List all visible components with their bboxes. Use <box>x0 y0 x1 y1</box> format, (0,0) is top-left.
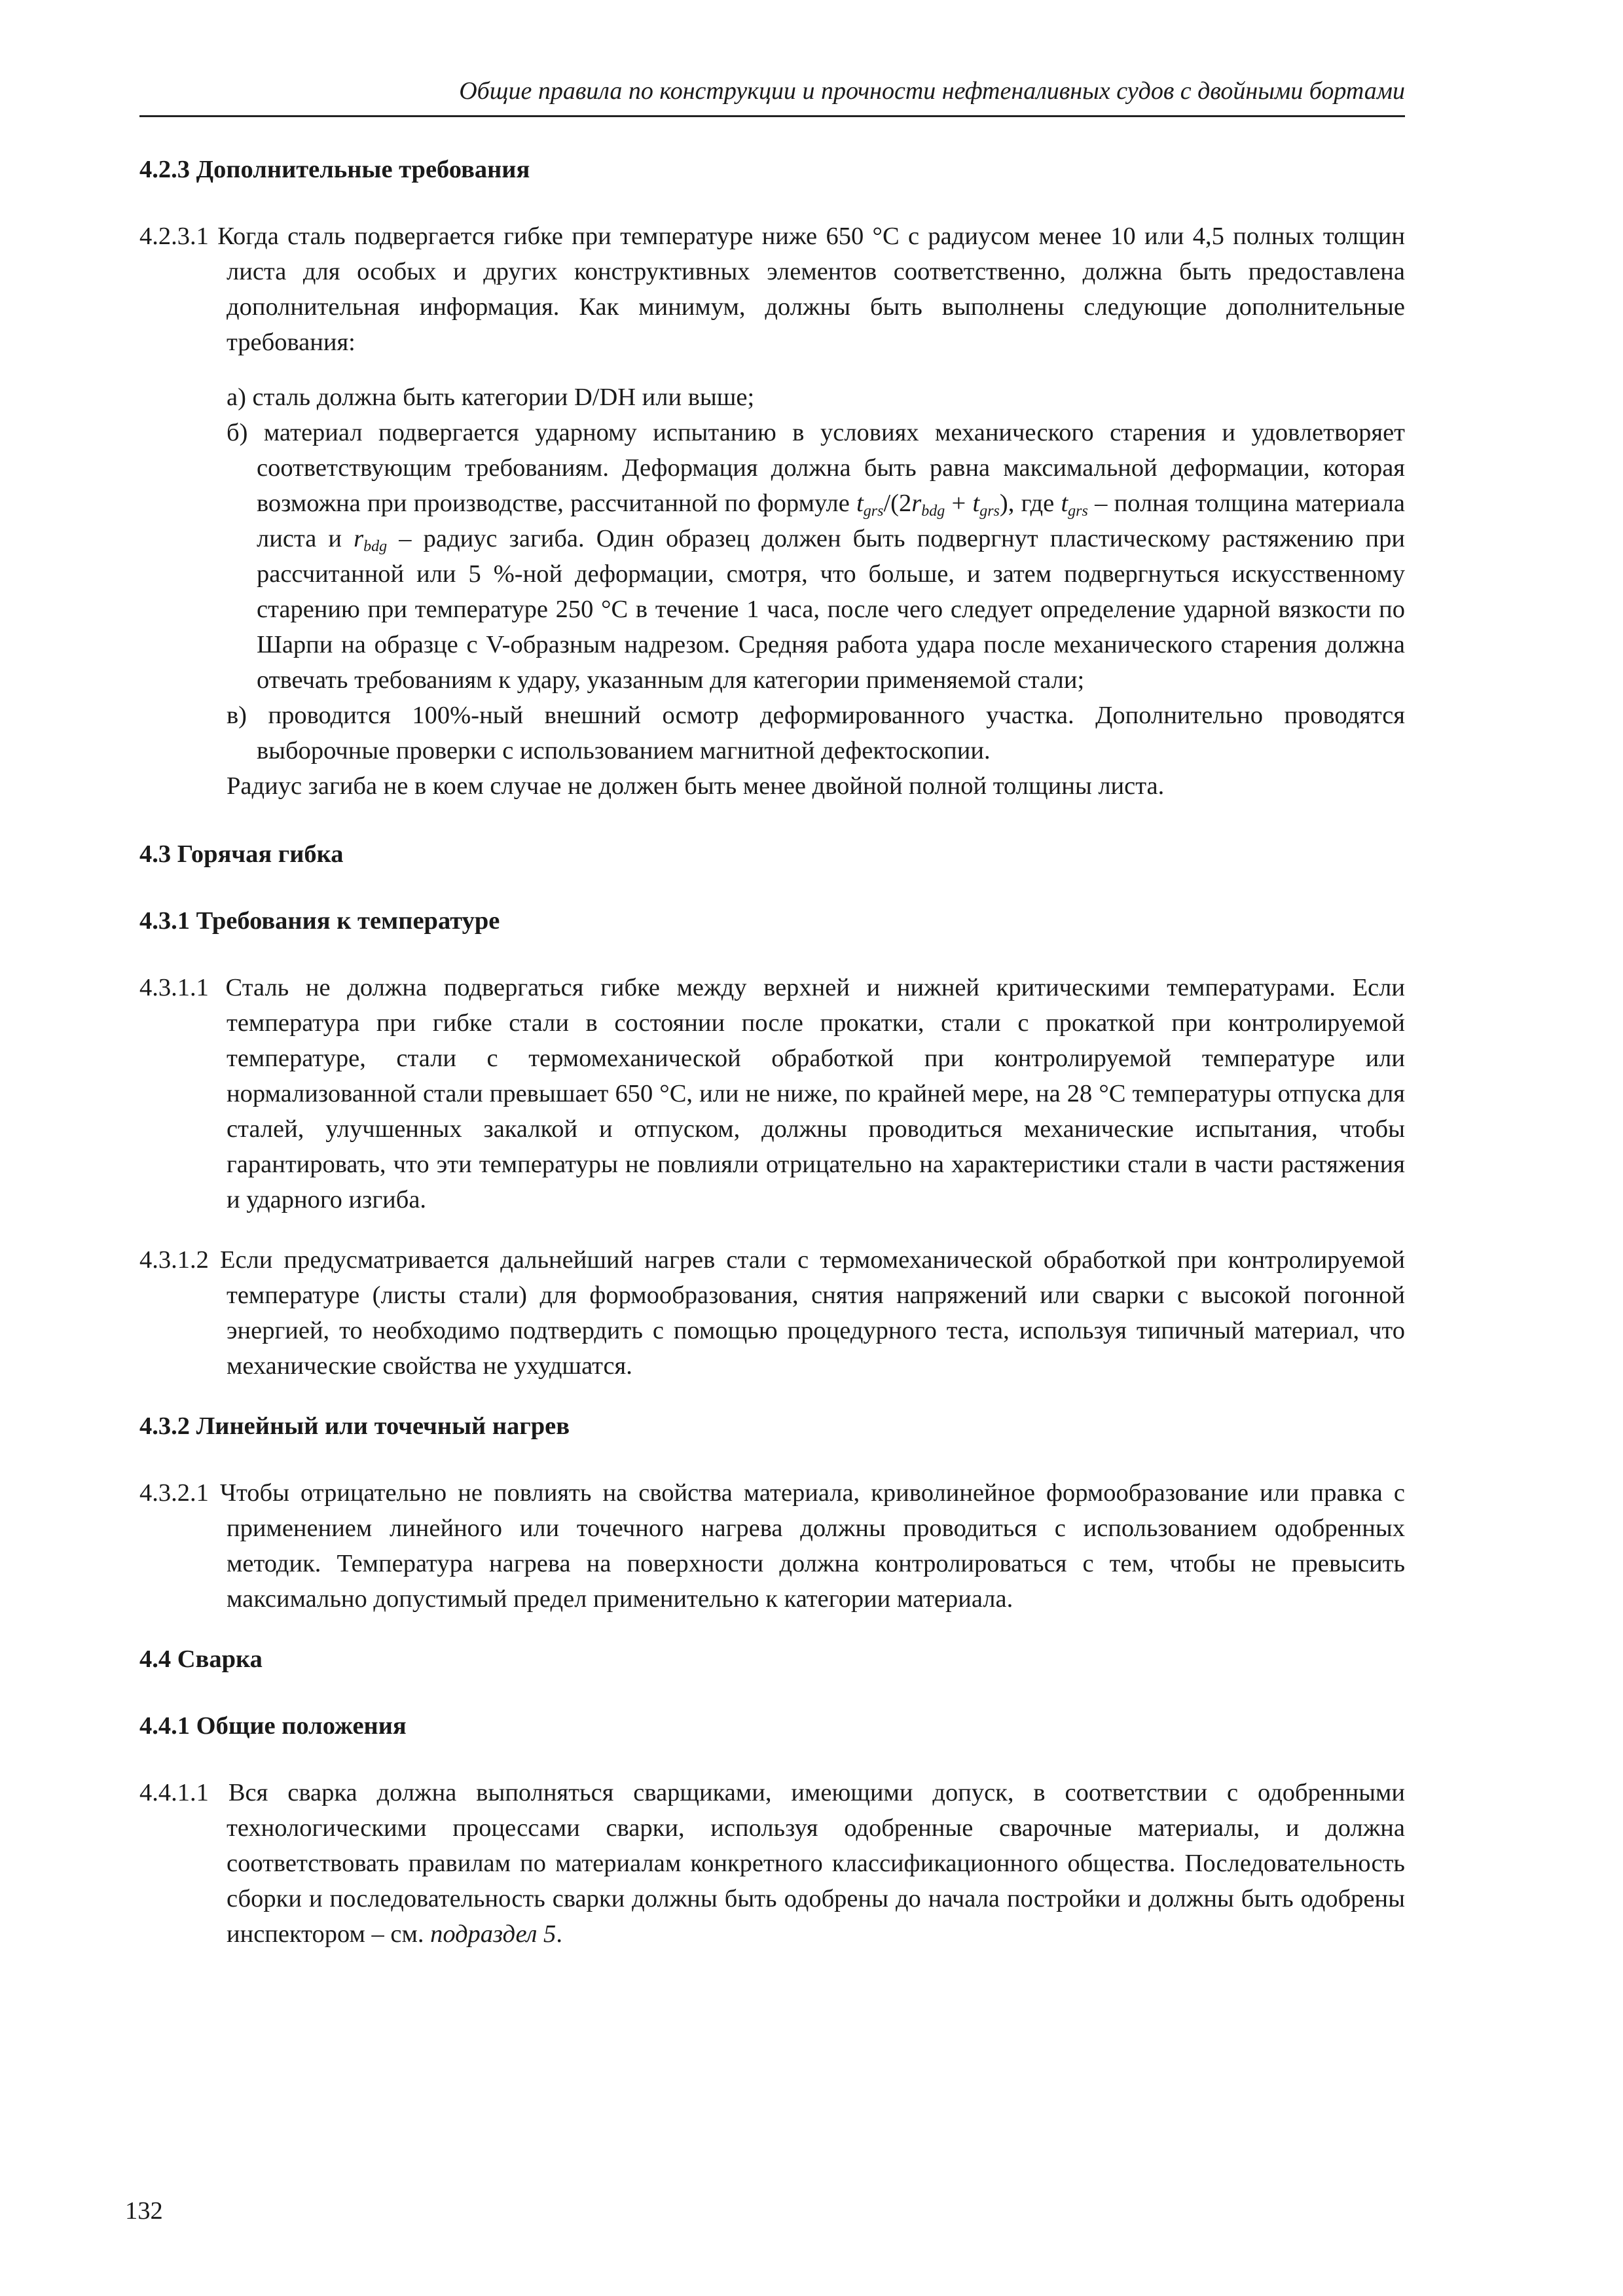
section-heading-4-2-3: 4.2.3 Дополнительные требования <box>139 156 530 183</box>
formula-open: /(2 <box>883 490 912 517</box>
list-item-b-text-2: Один образец должен быть подвергнут пластическому растяжению при рассчитанной или 5 %-ной деформации, смотря, что больше, и затем подвергнуться искусственному старению при температуре 250 °С в течение 1 часа, после чего следует определение ударной вязкости по Шарпи на образце с V-образным надрезом. Средняя работа удара после механического старения должна отвечать требованиям к удару, указанным для категории применяемой стали; <box>257 525 1405 694</box>
list-item-a: а) сталь должна быть категории D/DH или выше; <box>227 384 755 411</box>
page-body <box>139 152 1405 1977</box>
page-number: 132 <box>125 2197 163 2225</box>
subscript-grs: grs <box>979 503 1000 520</box>
symbol-t: t <box>1061 490 1068 517</box>
definition-full-thickness: – полная толщина материала листа и <box>257 490 1406 552</box>
list-item-b <box>227 415 1405 698</box>
paragraph-text: Когда сталь подвергается гибке при температуре ниже 650 °С с радиусом менее 10 или 4,5 полных толщин листа для особых и других конструктивных элементов соответственно, должна быть предоставлена дополнительная информация. Как минимум, должны быть выполнены следующие дополнительные требования: <box>217 223 1405 356</box>
subscript-grs: grs <box>863 503 884 520</box>
section-heading-4-3: 4.3 Горячая гибка <box>139 840 344 868</box>
paragraph-number: 4.2.3.1 <box>139 223 209 250</box>
list-item-b-text-1: б) материал подвергается ударному испытанию в условиях механического старения и удовлетворяет соответствующим требованиям. Деформация должна быть равна максимальной деформации, которая возможна при производстве, рассчитанной по формуле <box>227 419 1405 517</box>
paragraph-4-3-1-2 <box>139 1242 1405 1384</box>
subscript-bdg: bdg <box>363 538 388 555</box>
paragraph-number: 4.3.2.1 <box>139 1479 209 1507</box>
section-heading-4-4-1: 4.4.1 Общие положения <box>139 1712 407 1740</box>
paragraph-text: Вся сварка должна выполняться сварщиками, имеющими допуск, в соответствии с одобренными технологическими процессами сварки, используя одобренные сварочные материалы, и должна соответствовать правилам по материалам конкретного классификационного общества. Последовательность сборки и последовательность сварки должны быть одобрены до начала постройки и должны быть одобрены инспектором – см. <box>227 1779 1406 1948</box>
symbol-r: r <box>354 525 364 552</box>
formula-plus: + <box>945 490 973 517</box>
formula-close: ), где <box>999 490 1061 517</box>
symbol-t: t <box>856 490 864 517</box>
section-heading-4-4: 4.4 Сварка <box>139 1645 263 1673</box>
paragraph-text: Если предусматривается дальнейший нагрев стали с термомеханической обработкой при контролируемой температуре (листы стали) для формообразования, снятия напряжений или сварки с высокой погонной энергией, то необходимо подтвердить с помощью процедурного теста, используя типичный материал, что механические свойства не ухудшатся. <box>219 1246 1406 1380</box>
requirements-list <box>227 380 1405 768</box>
paragraph-number: 4.3.1.2 <box>139 1246 209 1274</box>
paragraph-4-4-1-1 <box>139 1775 1405 1952</box>
paragraph-4-3-1-1 <box>139 970 1405 1217</box>
subscript-bdg: bdg <box>921 503 945 520</box>
symbol-r: r <box>911 490 922 517</box>
paragraph-4-3-2-1 <box>139 1475 1405 1617</box>
paragraph-end: . <box>556 1920 562 1948</box>
section-heading-4-3-2: 4.3.2 Линейный или точечный нагрев <box>139 1412 570 1440</box>
symbol-t: t <box>972 490 980 517</box>
definition-radius: – радиус загиба. <box>387 525 585 552</box>
paragraph-text: Сталь не должна подвергаться гибке между верхней и нижней критическими температурами. Если температура при гибке стали в состоянии после прокатки, стали с прокаткой при контролируемой температуре, стали с термомеханической обработкой при контролируемой температуре или нормализованной стали превышает 650 °С, или не ниже, по крайней мере, на 28 °С температуры отпуска для сталей, улучшенных закалкой и отпуском, должны проводиться механические испытания, чтобы гарантировать, что эти температуры не повлияли отрицательно на характеристики стали в части растяжения и ударного изгиба. <box>225 974 1405 1213</box>
paragraph-4-2-3-1 <box>139 219 1405 360</box>
cross-reference: подраздел 5 <box>430 1920 556 1948</box>
paragraph-text: Чтобы отрицательно не повлиять на свойства материала, криволинейное формообразование или правка с применением линейного или точечного нагрева должны проводиться с использованием одобренных методик. Температура нагрева на поверхности должна контролироваться с тем, чтобы не превысить максимально допустимый предел применительно к категории материала. <box>219 1479 1406 1613</box>
paragraph-number: 4.3.1.1 <box>139 974 209 1001</box>
paragraph-number: 4.4.1.1 <box>139 1779 209 1806</box>
bend-radius-note: Радиус загиба не в коем случае не должен быть менее двойной полной толщины листа. <box>227 772 1165 800</box>
subscript-grs: grs <box>1068 503 1088 520</box>
section-heading-4-3-1: 4.3.1 Требования к температуре <box>139 907 500 935</box>
running-header: Общие правила по конструкции и прочности нефтеналивных судов с двойными бортами <box>139 73 1405 117</box>
list-item-c: в) проводится 100%-ный внешний осмотр деформированного участка. Дополнительно проводятся выборочные проверки с использованием магнитной дефектоскопии. <box>227 702 1405 764</box>
